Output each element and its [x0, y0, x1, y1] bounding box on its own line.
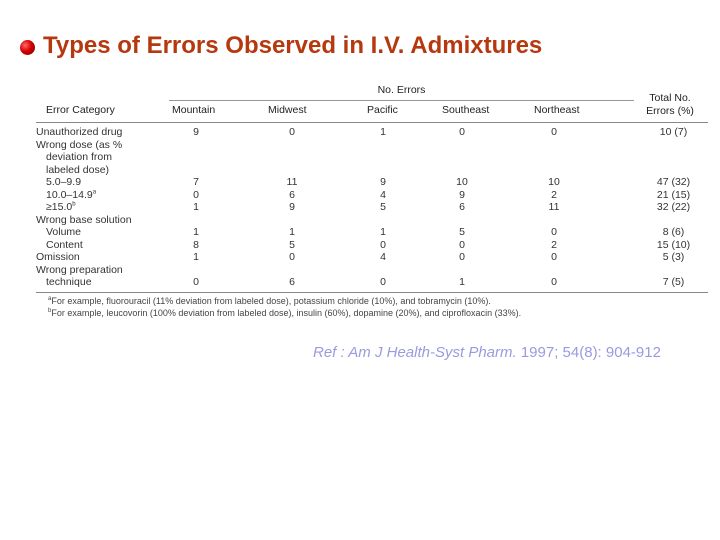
table-row — [36, 151, 708, 164]
reference-label: Ref : Am J Health-Syst Pharm. — [313, 344, 517, 361]
row-category-text: 10.0–14.9 — [46, 188, 93, 201]
footnotes — [48, 296, 521, 319]
column-header-pacific: Pacific — [367, 104, 398, 116]
column-header-mountain: Mountain — [172, 104, 216, 116]
table-row — [36, 251, 708, 264]
slide-title: Types of Errors Observed in I.V. Admixtures — [43, 32, 543, 59]
footnote-mark: b — [48, 307, 52, 314]
row-category-text: labeled dose) — [46, 163, 110, 176]
row-category — [46, 176, 81, 189]
table-row — [36, 226, 708, 239]
cell-mountain: 7 — [193, 176, 199, 188]
row-category — [36, 251, 80, 264]
reference-citation — [313, 344, 661, 361]
row-category — [36, 139, 122, 152]
cell-total: 8 (6) — [662, 226, 685, 238]
table-row — [36, 264, 708, 277]
row-category-text: Wrong dose (as % — [36, 138, 123, 151]
row-category-text: ≥15.0 — [46, 201, 73, 213]
cell-northeast: 0 — [551, 126, 557, 138]
cell-northeast: 10 — [548, 176, 560, 188]
column-header-total — [634, 92, 706, 118]
cell-total: 32 (22) — [656, 201, 691, 213]
group-header-rule — [169, 100, 634, 101]
footnote-ref: b — [72, 201, 76, 208]
cell-northeast: 2 — [551, 238, 557, 251]
row-category — [36, 264, 123, 277]
cell-mountain: 9 — [193, 126, 199, 138]
row-category — [46, 276, 92, 289]
cell-southeast: 9 — [459, 188, 465, 201]
cell-total: 15 (10) — [656, 238, 691, 251]
row-category-text: Wrong preparation — [36, 263, 123, 276]
cell-midwest: 0 — [289, 126, 295, 138]
table-row — [36, 201, 708, 214]
footnote-text: For example, leucovorin (100% deviation from labeled dose), insulin (60%), dopamine (20%), and ciprofloxacin (33%). — [51, 307, 522, 318]
cell-pacific: 4 — [380, 251, 386, 263]
cell-pacific: 0 — [380, 276, 386, 288]
cell-northeast: 0 — [551, 251, 557, 263]
cell-southeast: 1 — [459, 276, 465, 288]
group-header-no-errors: No. Errors — [377, 84, 426, 96]
table-row — [36, 176, 708, 189]
cell-total: 10 (7) — [659, 126, 688, 138]
cell-southeast: 5 — [459, 226, 465, 238]
cell-pacific: 5 — [380, 201, 386, 213]
cell-northeast: 0 — [551, 276, 557, 288]
table-bottom-rule — [36, 292, 708, 293]
row-category-text: deviation from — [46, 151, 112, 163]
column-header-northeast: Northeast — [534, 104, 580, 116]
reference-details: 1997; 54(8): 904-912 — [516, 344, 661, 361]
cell-southeast: 6 — [459, 201, 465, 213]
cell-mountain: 1 — [193, 201, 199, 213]
cell-southeast: 0 — [459, 251, 465, 263]
row-category — [46, 151, 112, 164]
row-category-text: Volume — [46, 226, 82, 238]
cell-southeast: 0 — [459, 126, 465, 138]
cell-total: 47 (32) — [656, 176, 691, 188]
cell-midwest: 6 — [289, 276, 295, 288]
table-row — [36, 276, 708, 289]
row-category — [36, 214, 132, 227]
header-rule — [36, 122, 708, 123]
cell-total: 5 (3) — [662, 251, 685, 263]
cell-midwest: 9 — [289, 201, 295, 213]
row-category — [46, 189, 96, 202]
row-category-text: technique — [46, 276, 92, 288]
table-row — [36, 214, 708, 227]
cell-midwest: 1 — [289, 226, 295, 238]
cell-total: 7 (5) — [662, 276, 685, 288]
footnote-b — [48, 308, 521, 320]
cell-midwest: 11 — [286, 176, 298, 188]
slide-title-row — [20, 32, 542, 60]
cell-midwest: 5 — [289, 238, 295, 251]
cell-mountain: 0 — [193, 188, 199, 201]
row-category-text: Unauthorized drug — [36, 126, 123, 138]
cell-northeast: 11 — [548, 201, 560, 213]
table-row — [36, 189, 708, 202]
row-category-text: Content — [46, 238, 83, 251]
cell-pacific: 9 — [380, 176, 386, 188]
table-row — [36, 239, 708, 252]
footnote-text: For example, fluorouracil (11% deviation from labeled dose), potassium chloride (10%), and tobramycin (10%). — [51, 296, 491, 306]
cell-southeast: 10 — [456, 176, 468, 188]
table-row — [36, 139, 708, 152]
footnote-mark: a — [48, 296, 52, 302]
cell-mountain: 0 — [193, 276, 199, 288]
cell-pacific: 1 — [380, 226, 386, 238]
table-row — [36, 126, 708, 139]
cell-southeast: 0 — [459, 238, 465, 251]
table-row — [36, 164, 708, 177]
row-category — [46, 226, 81, 239]
footnote-a — [48, 296, 521, 308]
column-header-total-line1: Total No. — [649, 92, 691, 104]
cell-midwest: 0 — [289, 251, 295, 263]
column-header-midwest: Midwest — [268, 104, 307, 116]
row-category — [46, 201, 76, 214]
column-header-southeast: Southeast — [442, 104, 490, 116]
footnote-ref: a — [92, 189, 97, 195]
column-header-category: Error Category — [46, 104, 115, 116]
bullet-icon — [20, 40, 35, 55]
row-category-text: 5.0–9.9 — [46, 176, 82, 188]
column-header-total-line2: Errors (%) — [646, 105, 694, 117]
cell-midwest: 6 — [289, 188, 295, 201]
cell-northeast: 2 — [551, 188, 557, 201]
row-category — [46, 164, 109, 177]
table-body — [36, 126, 708, 289]
cell-mountain: 1 — [193, 251, 199, 263]
cell-pacific: 4 — [380, 188, 386, 201]
cell-pacific: 1 — [380, 126, 386, 138]
cell-total: 21 (15) — [656, 188, 691, 201]
row-category-text: Omission — [36, 251, 80, 263]
row-category-text: Wrong base solution — [36, 213, 132, 226]
cell-mountain: 1 — [193, 226, 199, 238]
row-category — [36, 126, 122, 139]
cell-pacific: 0 — [380, 238, 386, 251]
cell-mountain: 8 — [193, 238, 199, 251]
cell-northeast: 0 — [551, 226, 557, 238]
row-category — [46, 239, 83, 252]
